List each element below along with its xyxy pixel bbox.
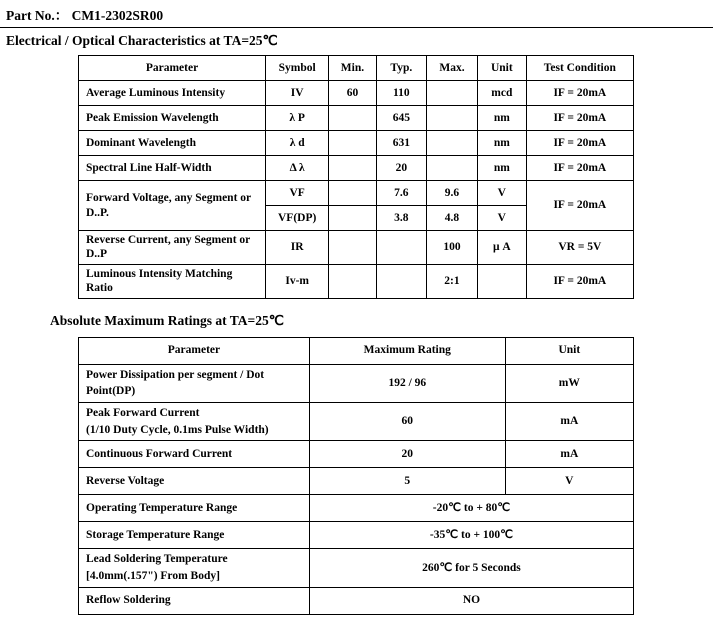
- cell-typ: 110: [376, 81, 426, 106]
- column-header-parameter: Parameter: [79, 56, 266, 81]
- cell-unit: V: [477, 181, 526, 206]
- cell-max: [426, 131, 477, 156]
- cell-parameter: Reverse Current, any Segment or D..P: [79, 231, 266, 265]
- cell-min: [329, 131, 376, 156]
- cell-min: [329, 206, 376, 231]
- cell-rating: 192 / 96: [309, 364, 505, 402]
- column-header-min: Min.: [329, 56, 376, 81]
- cell-rating: 5: [309, 468, 505, 495]
- table-row: [79, 495, 634, 522]
- cell-parameter: Luminous Intensity Matching Ratio: [79, 264, 266, 298]
- cell-unit: μ A: [477, 231, 526, 265]
- cell-typ: 645: [376, 106, 426, 131]
- cell-parameter: [79, 364, 310, 402]
- column-header-max: Max.: [426, 56, 477, 81]
- table-row: [79, 441, 634, 468]
- cell-symbol: IV: [266, 81, 329, 106]
- cell-rating: 260℃ for 5 Seconds: [309, 549, 633, 587]
- cell-symbol: VF(DP): [266, 206, 329, 231]
- section-title-electrical-optical: Electrical / Optical Characteristics at TA=25℃: [6, 33, 278, 48]
- cell-unit: nm: [477, 106, 526, 131]
- cell-parameter: Operating Temperature Range: [79, 495, 310, 522]
- cell-parameter: Storage Temperature Range: [79, 522, 310, 549]
- table-row: [79, 131, 634, 156]
- cell-unit: nm: [477, 156, 526, 181]
- cell-parameter-line1: Power Dissipation per segment / Dot: [86, 368, 265, 381]
- cell-rating: -20℃ to + 80℃: [309, 495, 633, 522]
- cell-parameter: Forward Voltage, any Segment or D..P.: [79, 181, 266, 231]
- table-row: [79, 181, 634, 206]
- cell-parameter: [79, 549, 310, 587]
- table-header-row: [79, 56, 634, 81]
- column-header-unit: Unit: [477, 56, 526, 81]
- cell-parameter-line1: Peak Forward Current: [86, 406, 200, 419]
- cell-max: [426, 156, 477, 181]
- cell-max: 9.6: [426, 181, 477, 206]
- table-row: [79, 106, 634, 131]
- cell-symbol: IR: [266, 231, 329, 265]
- column-header-parameter: Parameter: [79, 337, 310, 364]
- cell-unit: V: [477, 206, 526, 231]
- table-row: [79, 364, 634, 402]
- cell-max: [426, 81, 477, 106]
- cell-max: 2:1: [426, 264, 477, 298]
- cell-min: [329, 264, 376, 298]
- cell-parameter: Peak Emission Wavelength: [79, 106, 266, 131]
- cell-symbol: Iv-m: [266, 264, 329, 298]
- cell-typ: 631: [376, 131, 426, 156]
- cell-condition: IF = 20mA: [526, 156, 633, 181]
- cell-condition: IF = 20mA: [526, 264, 633, 298]
- cell-unit: mW: [505, 364, 633, 402]
- column-header-symbol: Symbol: [266, 56, 329, 81]
- cell-parameter: Reflow Soldering: [79, 587, 310, 614]
- cell-symbol: Δ λ: [266, 156, 329, 181]
- cell-parameter-line2: Point(DP): [86, 385, 136, 398]
- table-row: [79, 587, 634, 614]
- cell-unit: V: [505, 468, 633, 495]
- cell-max: [426, 106, 477, 131]
- cell-typ: [376, 264, 426, 298]
- cell-parameter-line2: (1/10 Duty Cycle, 0.1ms Pulse Width): [86, 423, 269, 436]
- cell-unit: nm: [477, 131, 526, 156]
- cell-symbol: VF: [266, 181, 329, 206]
- column-header-test-condition: Test Condition: [526, 56, 633, 81]
- cell-condition: IF = 20mA: [526, 81, 633, 106]
- cell-parameter: [79, 402, 310, 440]
- electrical-optical-table: [78, 55, 634, 299]
- table-header-row: [79, 337, 634, 364]
- cell-parameter: Reverse Voltage: [79, 468, 310, 495]
- cell-rating: NO: [309, 587, 633, 614]
- cell-condition: IF = 20mA: [526, 131, 633, 156]
- cell-min: [329, 181, 376, 206]
- cell-parameter-line1: Lead Soldering Temperature: [86, 553, 228, 566]
- cell-rating: 60: [309, 402, 505, 440]
- cell-typ: [376, 231, 426, 265]
- cell-typ: 7.6: [376, 181, 426, 206]
- cell-parameter: Dominant Wavelength: [79, 131, 266, 156]
- cell-unit: mA: [505, 402, 633, 440]
- cell-max: 4.8: [426, 206, 477, 231]
- cell-condition: IF = 20mA: [526, 106, 633, 131]
- cell-typ: 20: [376, 156, 426, 181]
- cell-unit: mcd: [477, 81, 526, 106]
- table-row: [79, 156, 634, 181]
- cell-symbol: λ P: [266, 106, 329, 131]
- cell-min: [329, 156, 376, 181]
- cell-condition: VR = 5V: [526, 231, 633, 265]
- cell-unit: [477, 264, 526, 298]
- part-number-heading: Part No.： CM1-2302SR00: [6, 8, 164, 23]
- cell-rating: 20: [309, 441, 505, 468]
- absolute-maximum-ratings-table: [78, 337, 634, 615]
- column-header-maximum-rating: Maximum Rating: [309, 337, 505, 364]
- cell-rating: -35℃ to + 100℃: [309, 522, 633, 549]
- cell-min: [329, 106, 376, 131]
- cell-parameter: Spectral Line Half-Width: [79, 156, 266, 181]
- table-row: [79, 468, 634, 495]
- cell-typ: 3.8: [376, 206, 426, 231]
- cell-parameter: Average Luminous Intensity: [79, 81, 266, 106]
- table-row: [79, 549, 634, 587]
- cell-min: 60: [329, 81, 376, 106]
- table-row: [79, 81, 634, 106]
- cell-max: 100: [426, 231, 477, 265]
- table-row: [79, 264, 634, 298]
- column-header-typ: Typ.: [376, 56, 426, 81]
- table-row: [79, 522, 634, 549]
- table-row: [79, 402, 634, 440]
- cell-min: [329, 231, 376, 265]
- cell-unit: mA: [505, 441, 633, 468]
- cell-parameter: Continuous Forward Current: [79, 441, 310, 468]
- column-header-unit: Unit: [505, 337, 633, 364]
- table-row: [79, 231, 634, 265]
- cell-symbol: λ d: [266, 131, 329, 156]
- cell-condition: IF = 20mA: [526, 181, 633, 231]
- section-title-absolute-maximum-ratings: Absolute Maximum Ratings at TA=25℃: [50, 312, 284, 328]
- cell-parameter-line2: [4.0mm(.157") From Body]: [86, 569, 220, 582]
